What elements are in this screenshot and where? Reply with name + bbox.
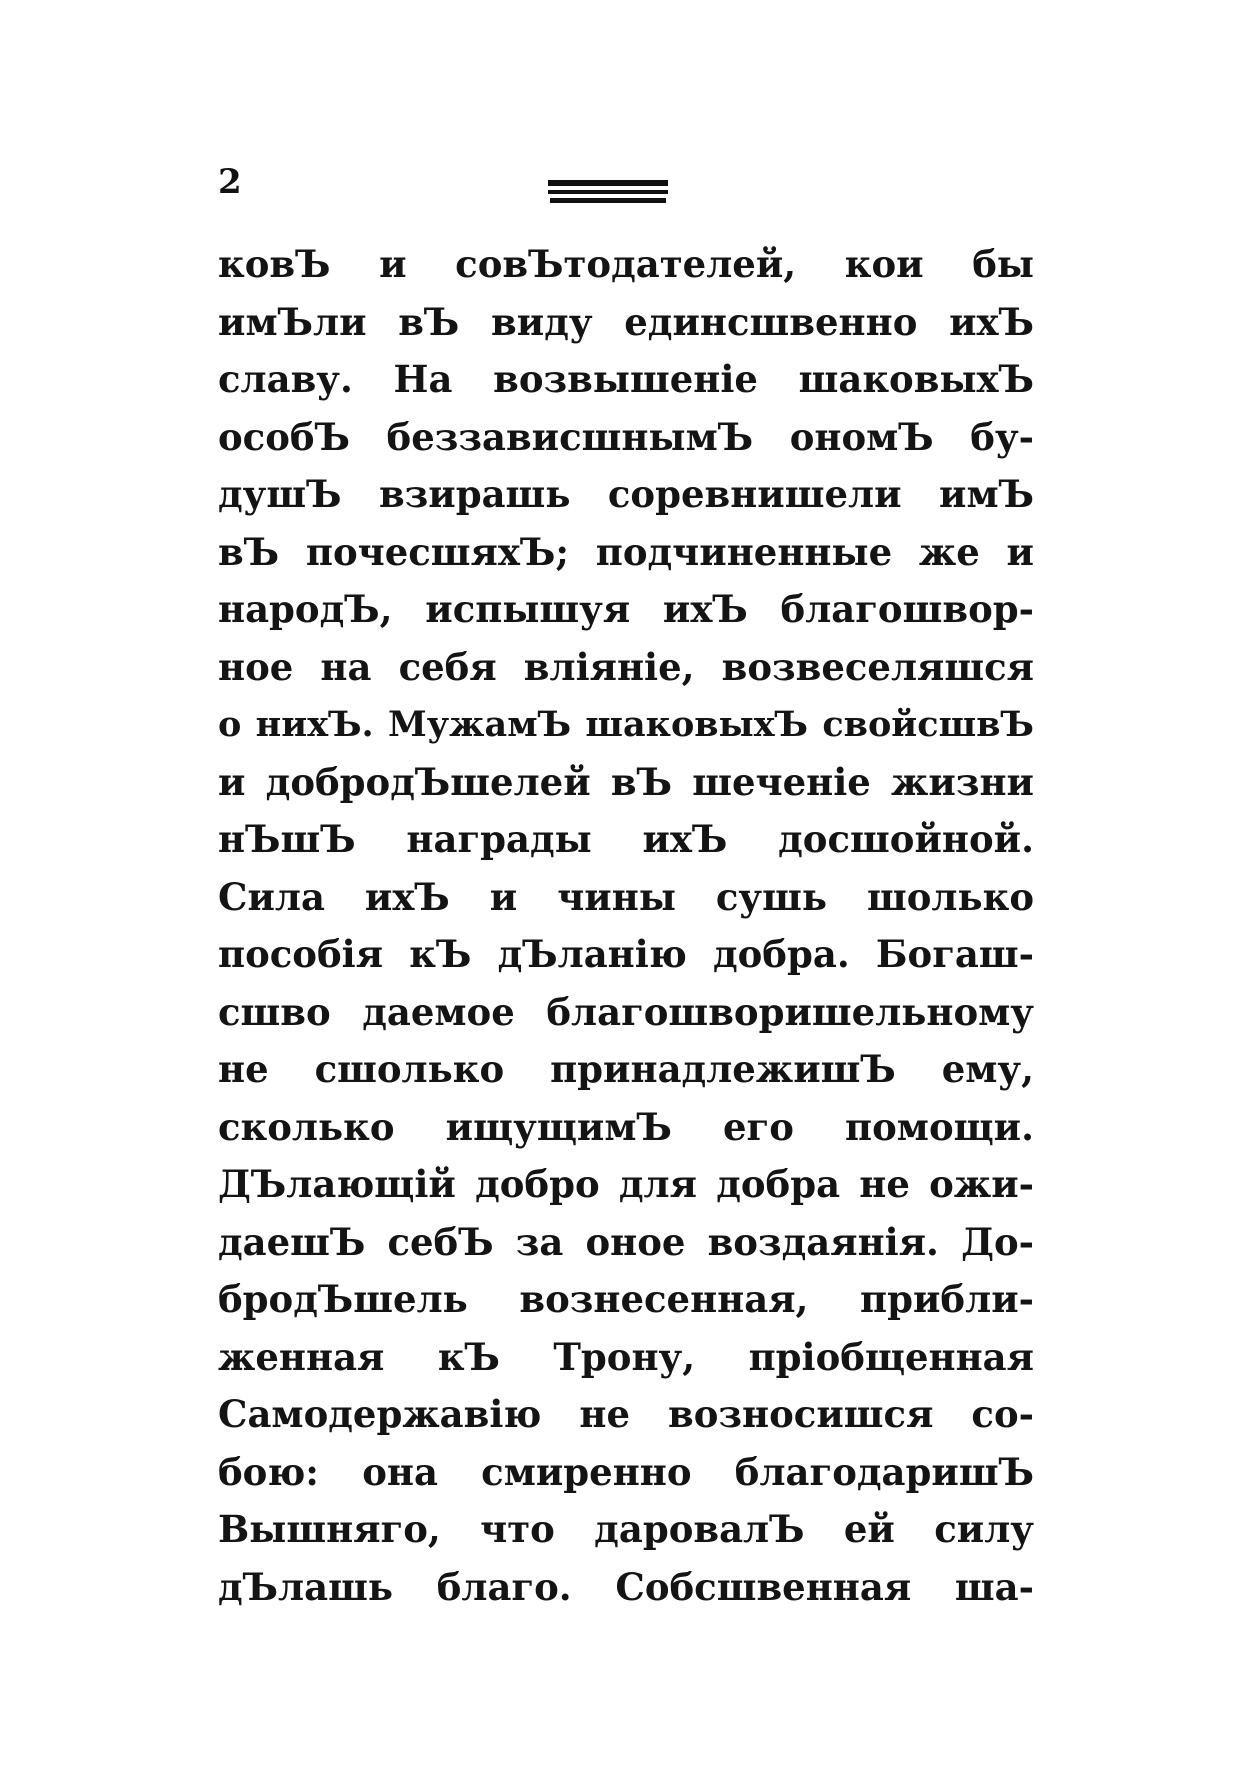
text-line: Вышняго, что даровалЪ ей силу: [218, 1507, 1034, 1551]
text-line: народЪ, испышуя ихЪ благошвор-: [218, 587, 1034, 631]
text-line: имЪли вЪ виду единсшвенно ихЪ: [218, 299, 1034, 344]
text-line: не сшолько принадлежишЪ ему,: [218, 1047, 1034, 1091]
text-line: о нихЪ. МужамЪ шаковыхЪ свойсшвЪ: [218, 704, 1034, 745]
text-line: душЪ взирашь соревнишели имЪ: [218, 472, 1034, 516]
text-line: вЪ почесшяхЪ; подчиненные же и: [218, 529, 1034, 574]
text-line: женная кЪ Трону, прiобщенная: [218, 1334, 1034, 1379]
text-line: бродЪшель вознесенная, прибли-: [218, 1277, 1034, 1321]
text-line: сшво даемое благошворишельному: [218, 989, 1034, 1034]
ornament-bar-middle: [548, 190, 668, 194]
text-line: сколько ищущимЪ его помощи.: [218, 1104, 1034, 1149]
text-line: славу. На возвышенiе шаковыхЪ: [218, 357, 1034, 401]
text-line: ковЪ и совЪтодателей, кои бы: [218, 242, 1034, 286]
ornament-bar-top: [548, 180, 668, 186]
text-line: дЪлашь благо. Собсшвенная ша-: [218, 1564, 1034, 1609]
text-line: Самодержавiю не возносишся со-: [218, 1392, 1034, 1436]
body-text: [218, 236, 1034, 1616]
text-line: бою: она смиренно благодаришЪ: [218, 1449, 1034, 1494]
text-line: Сила ихЪ и чины сушь шолько: [218, 874, 1034, 919]
text-line: и добродЪшелей вЪ шеченiе жизни: [218, 759, 1034, 804]
text-line: особЪ беззависшнымЪ ономЪ бу-: [218, 414, 1034, 459]
text-line: ное на себя влiянiе, возвеселяшся: [218, 644, 1034, 689]
text-line: даешЪ себЪ за оное воздаянiя. До-: [218, 1219, 1034, 1264]
text-line: нЪшЪ награды ихЪ досшойной.: [218, 817, 1034, 861]
text-line: ДЪлающiй добро для добра не ожи-: [218, 1162, 1034, 1206]
ornament-bar-bottom: [550, 198, 666, 203]
text-line: пособiя кЪ дЪланiю добра. Богаш-: [218, 932, 1034, 976]
page-number: 2: [218, 162, 242, 202]
header-ornament-rule: [548, 180, 668, 204]
